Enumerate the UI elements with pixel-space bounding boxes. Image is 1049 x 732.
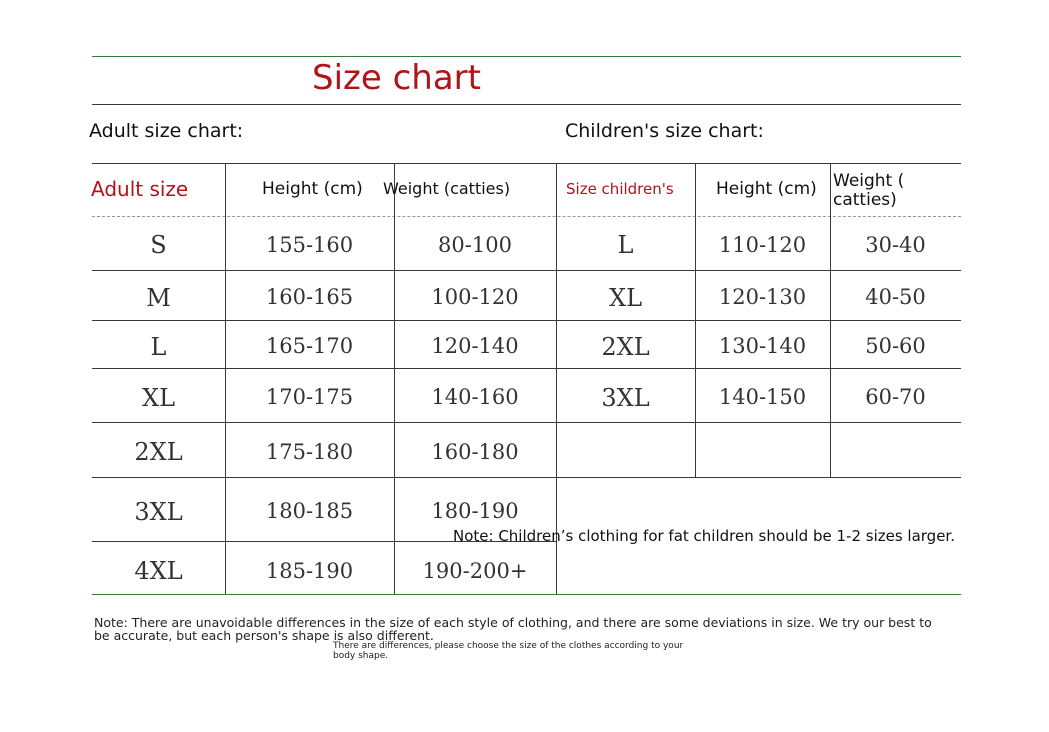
children-header-size: Size children's (566, 180, 674, 198)
children-size-cell: L (617, 231, 634, 259)
adult-header-weight: Weight (catties) (383, 179, 511, 198)
children-size-cell: 3XL (601, 384, 650, 412)
children-weight-cell: 50-60 (865, 334, 926, 358)
children-size-cell: 2XL (601, 333, 650, 361)
children-height-cell: 120-130 (718, 285, 807, 309)
children-header-height: Height (cm) (716, 179, 817, 199)
footer-note: Note: There are unavoidable differences in the size of each style of clothing, and there are some deviations in size. We try our best to be accurate, but each person's shape is also different. (94, 615, 932, 643)
adult-weight-cell: 180-190 (431, 499, 519, 523)
adult-weight-cell: 140-160 (431, 385, 519, 409)
adult-section-label: Adult size chart: (89, 120, 244, 142)
adult-header-height: Height (cm) (262, 179, 363, 199)
adult-weight-cell: 120-140 (431, 334, 519, 358)
adult-height-cell: 180-185 (265, 499, 354, 523)
children-weight-cell: 60-70 (865, 385, 926, 409)
adult-size-cell: L (150, 333, 167, 361)
children-height-cell: 110-120 (718, 233, 807, 257)
children-height-cell: 140-150 (718, 385, 807, 409)
adult-size-cell: 3XL (134, 498, 183, 526)
adult-height-cell: 160-165 (265, 285, 354, 309)
adult-header-size: Adult size (91, 177, 189, 201)
children-section-label: Children's size chart: (565, 120, 764, 142)
adult-weight-cell: 190-200+ (422, 559, 528, 583)
adult-size-cell: 4XL (134, 557, 183, 585)
adult-height-cell: 165-170 (265, 334, 354, 358)
children-height-cell: 130-140 (718, 334, 807, 358)
children-weight-cell: 30-40 (865, 233, 926, 257)
children-weight-cell: 40-50 (865, 285, 926, 309)
footer-small-note: There are differences, please choose the size of the clothes according to your body shape. (333, 641, 684, 661)
top-rule (92, 56, 961, 57)
adult-height-cell: 185-190 (265, 559, 354, 583)
grid-line (92, 477, 961, 478)
adult-size-cell: XL (141, 384, 176, 412)
adult-weight-cell: 160-180 (431, 440, 519, 464)
title-rule (92, 104, 961, 105)
children-note: Note: Children’s clothing for fat children should be 1-2 sizes larger. (453, 527, 955, 545)
children-header-weight: Weight ( catties) (833, 171, 905, 210)
adult-weight-cell: 80-100 (438, 233, 512, 257)
adult-size-cell: S (150, 231, 167, 259)
adult-height-cell: 155-160 (265, 233, 354, 257)
adult-size-cell: M (146, 284, 171, 312)
adult-height-cell: 175-180 (265, 440, 354, 464)
children-size-cell: XL (608, 284, 643, 312)
page-title: Size chart (312, 58, 481, 98)
adult-height-cell: 170-175 (265, 385, 354, 409)
adult-size-cell: 2XL (134, 438, 183, 466)
adult-weight-cell: 100-120 (431, 285, 519, 309)
